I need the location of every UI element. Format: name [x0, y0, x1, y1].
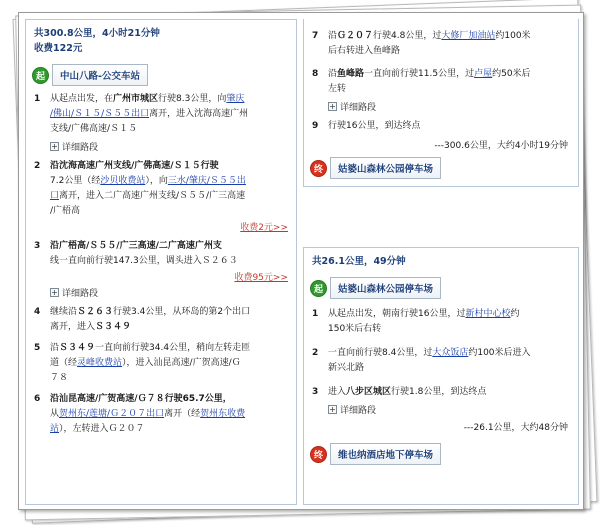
step-text: 离开，进入	[50, 322, 96, 332]
step-text: ７８	[50, 373, 69, 383]
exit-link[interactable]: 口	[50, 191, 60, 201]
step-text: 离开，进入沈海高速广州	[149, 109, 249, 119]
step-text: 支线/广佛高速/Ｓ１５	[50, 124, 138, 134]
route2-distance-time: 共26.1公里，49分钟	[312, 256, 406, 267]
step-road: Ｓ３４９	[95, 322, 132, 332]
route1-total: ---300.6公里，大约4小时19分钟	[434, 141, 568, 151]
route2-summary	[304, 248, 578, 273]
step-text: 进入	[328, 387, 347, 397]
route1-end	[310, 157, 570, 179]
route-step	[304, 119, 578, 134]
step-number: 4	[34, 307, 41, 317]
end-station-label[interactable]: 姑婆山森林公园停车场	[330, 157, 441, 179]
step-road: Ｓ２６３	[77, 307, 114, 317]
expand-plus-icon[interactable]: +	[329, 405, 336, 414]
step-text: ），左转进入Ｇ２０７	[59, 424, 145, 434]
step-text: /广梧高	[50, 206, 81, 216]
route2-panel	[303, 247, 579, 505]
step-road: Ｓ３４９	[59, 343, 96, 353]
step-text: 从起点出发，朝南行驶16公里，过	[328, 309, 466, 319]
step-text: 线一直向前行驶147.3公里，调头进入Ｓ２６３	[50, 256, 238, 266]
step-number: 8	[312, 69, 319, 79]
step-text: 左转	[328, 84, 347, 94]
step-text: 新兴北路	[328, 363, 365, 373]
step-text: 道（经	[50, 358, 78, 368]
step-text: 行驶8.3公里，向	[158, 94, 227, 104]
end-station-label[interactable]: 维也纳酒店地下停车场	[330, 443, 441, 465]
right-column	[303, 19, 579, 505]
step-text: 行驶16公里，到达终点	[328, 121, 421, 131]
step-road: 八步区城区	[346, 387, 392, 397]
landmark-link[interactable]: 新村中心校	[465, 309, 511, 319]
route-sheet	[18, 12, 584, 510]
detail-toggle[interactable]	[50, 286, 296, 299]
step-text: 行驶1.8公里，到达终点	[391, 387, 487, 397]
step-road: 沿广梧高/Ｓ５５/广三高速/二广高速广州支	[50, 241, 222, 251]
step-road: 鱼峰路	[337, 69, 365, 79]
step-road: 沿汕昆高速/广贺高速/Ｇ７８行驶65.7公里，	[50, 394, 232, 404]
step-text: 约100米后进入	[468, 348, 531, 358]
route2-end	[310, 443, 570, 465]
end-marker-icon: 终	[310, 446, 327, 463]
toll-fee-text[interactable]: 收费95元>>	[234, 273, 288, 283]
end-marker-icon: 终	[310, 160, 327, 177]
toll-fee-link[interactable]	[26, 270, 296, 283]
step-text: 从起点出发，在	[50, 94, 114, 104]
exit-link[interactable]: 肇庆	[226, 94, 245, 104]
step-text: 继续沿	[50, 307, 78, 317]
step-text: 约	[510, 309, 520, 319]
exit-link[interactable]: 贺州东/莲塘/Ｇ２０７出口	[59, 409, 165, 419]
detail-label[interactable]: 详细路段	[62, 289, 99, 299]
step-number: 6	[34, 394, 41, 404]
route1-start	[32, 64, 288, 86]
step-text: 约100米	[495, 31, 531, 41]
route-step	[26, 159, 296, 219]
route2-start	[310, 277, 570, 299]
landmark-link[interactable]: 大修厂加油站	[441, 31, 496, 41]
detail-toggle[interactable]	[328, 100, 578, 113]
route1-panel	[25, 19, 297, 505]
route1-summary	[26, 20, 296, 60]
step-number: 3	[34, 241, 41, 251]
toll-fee-link[interactable]	[26, 220, 296, 233]
route-step	[26, 239, 296, 269]
step-text: 离开，进入二广高速广州支线/Ｓ５５/广三高速	[59, 191, 246, 201]
step-text: 行驶3.4公里，从环岛的第2个出口	[113, 307, 251, 317]
toll-station-link[interactable]: 贺州东收费	[200, 409, 246, 419]
route1-distance-time: 共300.8公里，4小时21分钟	[34, 28, 160, 39]
step-number: 1	[34, 94, 41, 104]
start-station-label[interactable]: 姑婆山森林公园停车场	[330, 277, 441, 299]
step-text: 一直向前行驶34.4公里，稍向左转走匝	[95, 343, 251, 353]
route2-total: ---26.1公里，大约48分钟	[463, 423, 568, 433]
step-number: 7	[312, 31, 319, 41]
step-text: 150米后右转	[328, 324, 382, 334]
route-step	[26, 341, 296, 386]
step-text: ），进入汕昆高速/广贺高速/Ｇ	[122, 358, 241, 368]
step-text: 一直向前行驶8.4公里，过	[328, 348, 433, 358]
step-text: 约50米后	[492, 69, 531, 79]
toll-station-link[interactable]: 沙贝收费站	[100, 176, 146, 186]
step-text: 后右转进入鱼峰路	[328, 46, 401, 56]
toll-station-link[interactable]: 站	[50, 424, 60, 434]
start-marker-icon: 起	[32, 67, 49, 84]
step-number: 9	[312, 121, 319, 131]
landmark-link[interactable]: 大众饭店	[432, 348, 469, 358]
step-number: 2	[34, 161, 41, 171]
step-text: 沿	[328, 69, 338, 79]
toll-fee-text[interactable]: 收费2元>>	[240, 223, 288, 233]
route1-continued-panel	[303, 19, 579, 187]
route-step	[304, 29, 578, 59]
step-text: 行驶4.8公里，过	[373, 31, 442, 41]
detail-toggle[interactable]	[50, 140, 296, 153]
route-step	[26, 392, 296, 437]
step-number: 2	[312, 348, 319, 358]
route-step	[304, 346, 578, 376]
exit-link[interactable]: /佛山/Ｓ１５/Ｓ５５出口	[50, 109, 150, 119]
step-text: ），向	[145, 176, 168, 186]
route-step	[304, 67, 578, 97]
step-number: 3	[312, 387, 319, 397]
toll-station-link[interactable]: 灵峰收费站	[77, 358, 123, 368]
step-text: 7.2公里（经	[50, 176, 101, 186]
route-step	[26, 305, 296, 335]
step-number: 5	[34, 343, 41, 353]
step-road: 沿沈海高速广州支线/广佛高速/Ｓ１５行驶	[50, 161, 219, 171]
detail-label[interactable]: 详细路段	[340, 406, 377, 416]
step-number: 1	[312, 309, 319, 319]
step-road: Ｇ２０７	[337, 31, 374, 41]
route-step	[304, 307, 578, 337]
detail-toggle[interactable]	[328, 403, 578, 416]
route1-toll-total: 收费122元	[34, 43, 83, 54]
start-marker-icon: 起	[310, 280, 327, 297]
route-step	[304, 385, 578, 400]
step-text: 沿	[328, 31, 338, 41]
route-step	[26, 92, 296, 137]
expand-plus-icon[interactable]: +	[51, 142, 58, 151]
step-road: 广州市城区	[113, 94, 159, 104]
expand-plus-icon[interactable]: +	[51, 288, 58, 297]
step-text: 离开（经	[164, 409, 201, 419]
start-station-label[interactable]: 中山八路-公交车站	[52, 64, 148, 86]
landmark-link[interactable]: 卢屋	[474, 69, 493, 79]
detail-label[interactable]: 详细路段	[62, 143, 99, 153]
step-text: 一直向前行驶11.5公里，过	[364, 69, 475, 79]
expand-plus-icon[interactable]: +	[329, 102, 336, 111]
step-text: 沿	[50, 343, 60, 353]
detail-label[interactable]: 详细路段	[340, 103, 377, 113]
step-text: 从	[50, 409, 60, 419]
exit-link[interactable]: 三水/肇庆/Ｓ５５出	[167, 176, 246, 186]
